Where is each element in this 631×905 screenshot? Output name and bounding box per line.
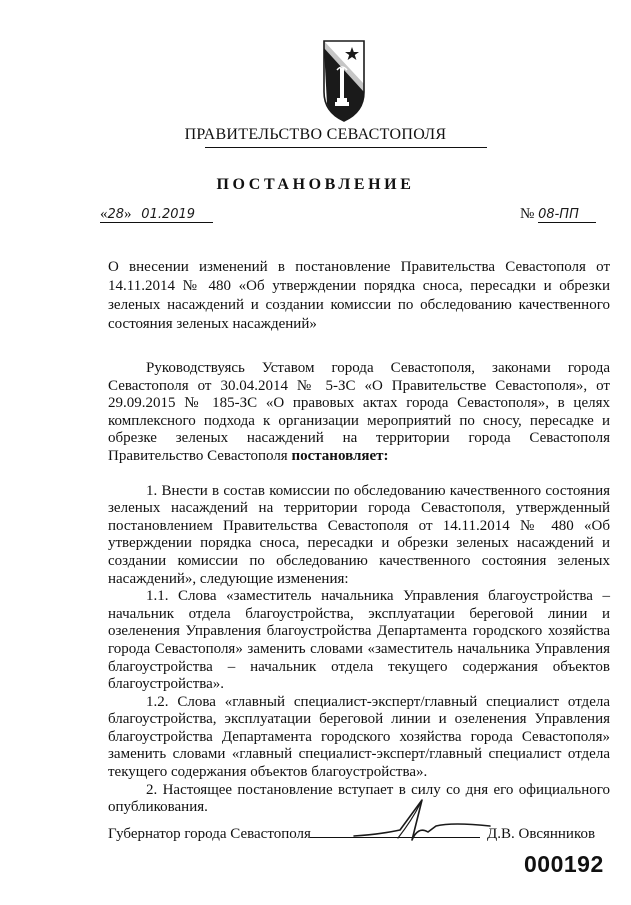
paragraph-1-1: 1.1. Слова «заместитель начальника Управления благоустройства – начальник отдела благоустройства, эксплуатации береговой линии и озеленения Управления благоустройства Департамента городского хозяйства города Севастополя» заменить словами «заместитель начальника Управления благоустройства – начальник отдела текущего содержания объектов благоустройства». [108,588,610,693]
document-subject: О внесении изменений в постановление Правительства Севастополя от 14.11.2014 № 480 «Об утверждении порядка сноса, пересадки и обрезки зеленых насаждений и создании комиссии по обследованию качественного состояния зеленых насаждений» [108,259,610,332]
date-quote-close: » [124,206,132,222]
date-day: 28 [107,207,125,222]
handwritten-signature-icon [352,796,492,844]
preamble-bold-word: постановляет: [291,447,389,464]
document-type: ПОСТАНОВЛЕНИЕ [216,176,415,193]
paragraph-1-2: 1.2. Слова «главный специалист-эксперт/главный специалист отдела благоустройства, эксплуатации береговой линии и озеленения Управления благоустройства Департамента городского хозяйства города Севастополя» заменить словами «главный специалист-эксперт/главный специалист отдела текущего содержания объектов благоустройства». [108,693,610,781]
serial-number: 000192 [524,851,604,877]
number-sign: № [520,206,535,222]
paragraph-1: 1. Внести в состав комиссии по обследованию качественного состояния зеленых насаждений на территории города Севастополя, утвержденный постановлением Правительства Севастополя от 14.11.2014 № 480 «Об утверждении порядка сноса, пересадки и обрезки зеленых насаждений и создании комиссии по обследованию качественного состояния зеленых насаждений», следующие изменения: [108,482,610,587]
preamble-paragraph [108,360,610,466]
number-underline [538,222,596,223]
number-value: 08-ПП [538,207,579,222]
preamble-text: Руководствуясь Уставом города Севастополя, законами города Севастополя от 30.04.2014 № 5-ЗС «О Правительстве Севастополя», от 29.09.2015 № 185-ЗС «О правовых актах города Севастополя», в целях комплексного подхода к организации мероприятий по сносу, пересадке и обрезке зеленых насаждений на территории города Севастополя Правительство Севастополя [108,360,610,464]
date-quote-open: « [100,206,108,222]
document-date [100,206,195,223]
coat-of-arms-icon [323,40,365,122]
document-body [108,360,610,817]
paragraph-2: 2. Настоящее постановление вступает в силу со дня его официального опубликования. [108,781,610,816]
signatory-title: Губернатор города Севастополя [108,826,311,842]
document-number [520,206,579,223]
signatory-name: Д.В. Овсянников [487,826,596,842]
date-month-year: 01.2019 [141,207,196,222]
organization-underline [205,147,487,148]
organization-name: ПРАВИТЕЛЬСТВО СЕВАСТОПОЛЯ [184,126,447,143]
date-underline [100,222,213,223]
